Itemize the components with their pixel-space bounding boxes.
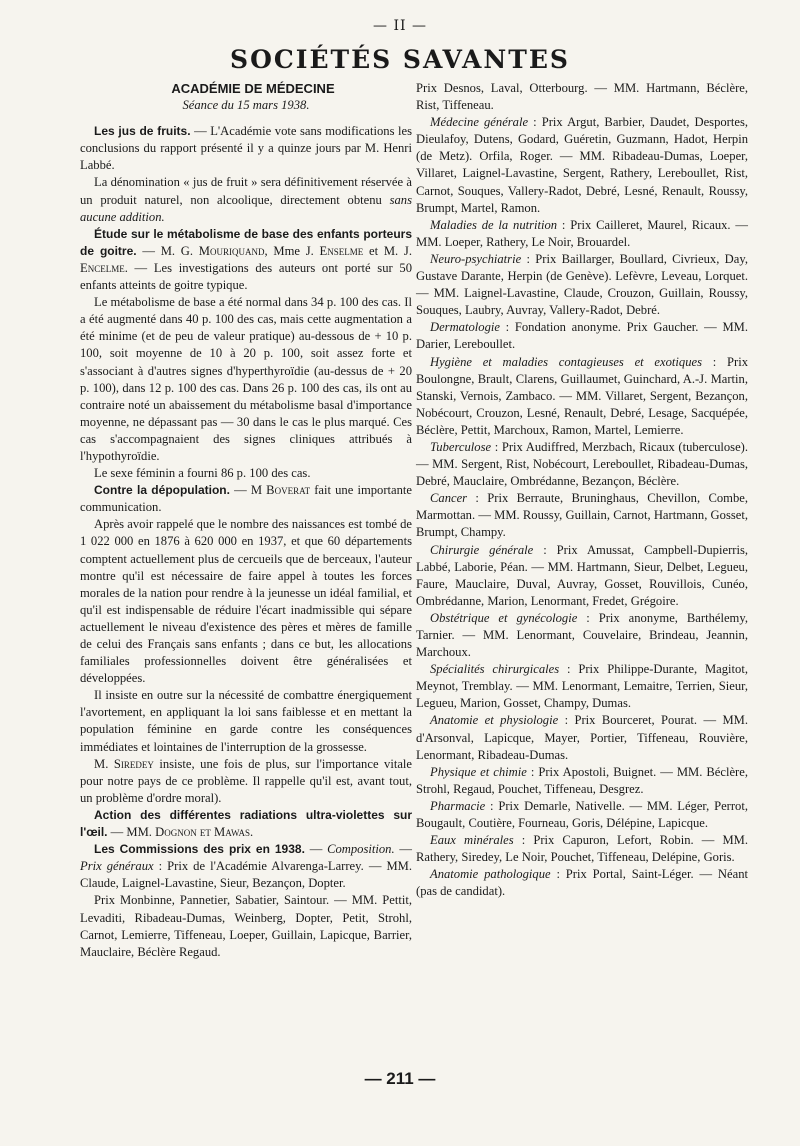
commission-name: Anatomie et physiologie	[430, 713, 559, 728]
paragraph-text: — MM.	[107, 825, 156, 840]
paragraph-text: : Prix Demarle, Nativelle. — MM. Léger, Perrot, Bougault, Coutière, Fourneau, Goris, Délépine, Lapicque.	[416, 798, 748, 831]
commission-name: Maladies de la nutrition	[430, 217, 558, 232]
paragraph-text: : Prix Audiffred, Merzbach, Ricaux (tuberculose). — MM. Sergent, Rist, Nobécourt, Lereboullet, Ribadeau-Dumas, Debré, Mauclaire, Ombrédanne, Bezançon, Béclère.	[416, 439, 748, 489]
emphasis: Composition.	[327, 842, 395, 857]
academy-heading: ACADÉMIE DE MÉDECINE	[171, 81, 335, 96]
right-column	[416, 80, 748, 901]
commission-name: Dermatologie	[430, 320, 500, 335]
author-name: Mouriquand	[198, 243, 265, 258]
paragraph-text: : Prix Cailleret, Maurel, Ricaux. — MM. Loeper, Rathery, Le Noir, Brouardel.	[416, 217, 748, 249]
commission-entry	[416, 251, 748, 319]
author-name: Dognon et Mawas	[155, 825, 250, 840]
paragraph-text: —	[394, 842, 412, 857]
paragraph: Prix Desnos, Laval, Otterbourg. — MM. Hartmann, Béclère, Rist, Tiffeneau.	[416, 81, 748, 113]
paragraph: Il insiste en outre sur la nécessité de combattre énergiquement l'avortement, en appliquant la loi sans faiblesse et en mettant la population féminine en garde contre les conséquences immédiates et lointaines de l'interruption de la grossesse.	[80, 688, 412, 754]
paragraph: Après avoir rappelé que le nombre des naissances est tombé de 1 022 000 en 1876 à 620 000 en 1937, et que 60 départements comptent actuellement plus de cercueils que de berceaux, l'auteur montre qu'il est nécessaire de faire appel à toutes les forces morales de la nation pour rendre à la jeunesse un idéal familial, et qu'il est indispensable de réduire l'écart inadmissible qui sépare actuellement le niveau d'existence des pères et mères de famille de celui des Français sans enfants ; dans ce but, les allocations familiales professionnelles doivent être généralisées et développées.	[80, 517, 412, 686]
paragraph	[80, 174, 412, 225]
item-title: Les Commissions des prix en 1938.	[94, 842, 305, 857]
paragraph-text: M.	[94, 756, 114, 771]
commission-entry	[416, 114, 748, 217]
commission-name: Eaux minérales	[430, 833, 514, 848]
commission-entry	[416, 542, 748, 610]
paragraph-text: La dénomination « jus de fruit » sera définitivement réservée à un produit naturel, non alcoolique, directement obtenu	[80, 175, 412, 207]
paragraph-text: : Prix de l'Académie Alvarenga-Larrey. — MM. Claude, Laignel-Lavastine, Sieur, Bezançon, Dopter.	[80, 859, 412, 891]
commission-entry	[416, 798, 748, 832]
running-header: — II —	[373, 18, 427, 34]
paragraph-text: : Prix Boulongne, Brault, Clarens, Guillaumet, Guinchard, A.-J. Martin, Stanski, Vernois, Zambaco. — MM. Villaret, Sergent, Bezançon, Nobécourt, Crouzon, Lesné, Renault, Debré, Lesage, Sacquépée, Béclère, Pettit, Marchoux, Ramon, Martel, Lemierre.	[416, 354, 748, 437]
paragraph: Le métabolisme de base a été normal dans 34 p. 100 des cas. Il a été augmenté dans 40 p. 100 des cas, mais cette augmentation a été minime (et de peu de valeur pratique) au-dessous de + 10 p. 100, soit moyenne de 10 à 20 p. 100, soit assez forte et s'associant à d'autres signes d'hyperthyroïdie (au-dessus de + 20 p. 100), dans 12 p. 100 des cas. Dans 26 p. 100 des cas, ils ont au contraire noté un abaissement du métabolisme basal d'importance moyenne, ne dépassant pas — 30 dans le cas le plus marqué. Ces cas s'accompagnaient des signes cliniques attribués à l'hypothyroïdie.	[80, 295, 412, 463]
paragraph	[80, 756, 412, 807]
paragraph-depopulation	[80, 482, 412, 516]
paragraph-text: et M. J.	[363, 243, 412, 258]
commission-name: Cancer	[430, 491, 468, 506]
session-date: Séance du 15 mars 1938.	[182, 98, 310, 113]
paragraph-fruit-juice	[80, 123, 412, 174]
paragraph-text: : Prix anonyme, Barthélemy, Tarnier. — MM. Lenormant, Couvelaire, Brindeau, Jeannin, Marchoux.	[416, 610, 748, 660]
commission-name: Physique et chimie	[430, 764, 527, 779]
paragraph-prize-commissions	[80, 841, 412, 892]
paragraph: Prix Monbinne, Pannetier, Sabatier, Saintour. — MM. Pettit, Levaditi, Ribadeau-Dumas, Weinberg, Dopter, Petit, Strohl, Carnot, Lemierre, Tiffeneau, Loeper, Guillain, Lapicque, Barrier, Mauclaire, Béclère Regaud.	[80, 893, 412, 959]
author-name: Encelme	[80, 260, 125, 275]
commission-entry	[416, 764, 748, 798]
commission-entry	[416, 866, 748, 900]
paragraph-text: : Prix Argut, Barbier, Daudet, Desportes, Dieulafoy, Dutens, Godard, Guéretin, Guzmann, Hadot, Herpin (de Metz). Orfila, Roger. — MM. Ribadeau-Dumas, Loeper, Villaret, Laignel-Lavastine, Sergent, Rathery, Lereboullet, Rist, Carnot, Souques, Vallery-Radot, Debré, Lesné, Renault, Roussy, Brumpt, Martel, Ramon.	[416, 115, 748, 215]
paragraph-text: — M. G.	[136, 243, 199, 258]
paragraph-text: . — Les investigations des auteurs ont porté sur 50 enfants atteints de goitre typique.	[80, 260, 412, 293]
paragraph-text: .	[249, 825, 254, 840]
commission-entry	[416, 319, 748, 353]
commission-entry	[416, 354, 748, 439]
commission-entry	[416, 439, 748, 490]
paragraph-text: : Prix Bourceret, Pourat. — MM. d'Arsonval, Lapicque, Mayer, Portier, Tiffeneau, Rouvière, Lenormant, Ribadeau-Dumas.	[416, 713, 748, 762]
author-name: Siredey	[113, 756, 154, 771]
commission-name: Spécialités chirurgicales	[430, 662, 560, 677]
paragraph-text: : Prix Portal, Saint-Léger. — Néant (pas de candidat).	[416, 867, 748, 899]
item-title: Contre la dépopulation.	[94, 483, 230, 498]
paragraph-text: : Prix Philippe-Durante, Magitot, Meynot, Tremblay. — MM. Lenormant, Lemaitre, Terrien, Sieur, Legueu, Marion, Gosset, Champy, Dumas.	[416, 662, 748, 711]
section-title: SOCIÉTÉS SAVANTES	[230, 45, 570, 74]
paragraph-text: : Prix Baillarger, Boullard, Civrieux, Day, Gustave Darante, Herpin (de Genève). Lefèvre, Leveau, Lorquet. — MM. Laignel-Lavastine, Claude, Crouzon, Guillain, Roussy, Souques, Laubry, Auvray, Vallery-Radot, Debré.	[416, 251, 748, 318]
commission-entry	[416, 490, 748, 541]
paragraph-text: — M	[229, 483, 267, 498]
paragraph-text: : Prix Capuron, Lefort, Robin. — MM. Rathery, Siredey, Le Noir, Pouchet, Tiffeneau, Delépine, Goris.	[416, 833, 748, 865]
commission-entry	[416, 661, 748, 712]
paragraph-text: — L'Académie vote sans modifications les conclusions du rapport présenté il y a quinze jours par M. Henri Labbé.	[80, 124, 413, 173]
commission-entry	[416, 712, 748, 763]
page-number: — 211 —	[364, 1069, 436, 1088]
commission-name: Chirurgie générale	[430, 542, 534, 557]
commission-name: Tuberculose	[430, 439, 492, 454]
commission-entry	[416, 217, 748, 251]
paragraph-text: fait une importante communication.	[80, 483, 412, 515]
author-name: Boverat	[266, 483, 311, 498]
commission-entry	[416, 832, 748, 866]
commission-name: Neuro-psychiatrie	[430, 251, 522, 266]
item-title: Étude sur le métabolisme de base des enfants porteurs de goitre.	[80, 226, 412, 258]
paragraph-text: : Prix Apostoli, Buignet. — MM. Béclère, Strohl, Regaud, Pouchet, Tiffeneau, Desgrez.	[416, 764, 748, 796]
paragraph-text: : Prix Amussat, Campbell-Dupierris, Labbé, Laborie, Péan. — MM. Hartmann, Sieur, Delbet, Legueu, Faure, Mauclaire, Duval, Auvray, Gosset, Rouvillois, Cunéo, Ombrédanne, Marion, Lenormant, Fredet, Grégoire.	[416, 542, 749, 608]
item-title: Action des différentes radiations ultra-violettes sur l'œil.	[80, 807, 412, 840]
author-name: Enselme	[319, 243, 364, 258]
emphasis: sans aucune addition.	[80, 192, 412, 224]
paragraph-metabolism	[80, 226, 412, 294]
paragraph-text: : Prix Berraute, Bruninghaus, Chevillon, Combe, Marmottan. — MM. Roussy, Guillain, Carnot, Hartmann, Gosset, Brumpt, Champy.	[416, 491, 748, 540]
commission-name: Obstétrique et gynécologie	[430, 610, 578, 625]
commission-name: Anatomie pathologique	[430, 867, 551, 882]
paragraph-ultraviolet	[80, 807, 412, 841]
commission-name: Hygiène et maladies contagieuses et exotiques	[430, 354, 702, 369]
commission-name: Médecine générale	[430, 115, 529, 130]
left-column	[80, 80, 412, 961]
commission-entry	[416, 610, 748, 661]
paragraph-text: insiste, une fois de plus, sur l'importance vitale pour notre pays de ce problème. Il rappelle qu'il est, avant tout, un problème d'ordre moral).	[80, 756, 412, 805]
item-title: Les jus de fruits.	[94, 124, 191, 139]
paragraph-text: : Fondation anonyme. Prix Gaucher. — MM. Darier, Lereboullet.	[416, 320, 748, 352]
commission-name: Pharmacie	[430, 798, 486, 813]
paragraph-text: , Mme J.	[264, 243, 320, 258]
paragraph: Le sexe féminin a fourni 86 p. 100 des cas.	[94, 466, 311, 481]
emphasis: Prix généraux	[80, 859, 154, 874]
paragraph-text: —	[304, 842, 328, 857]
